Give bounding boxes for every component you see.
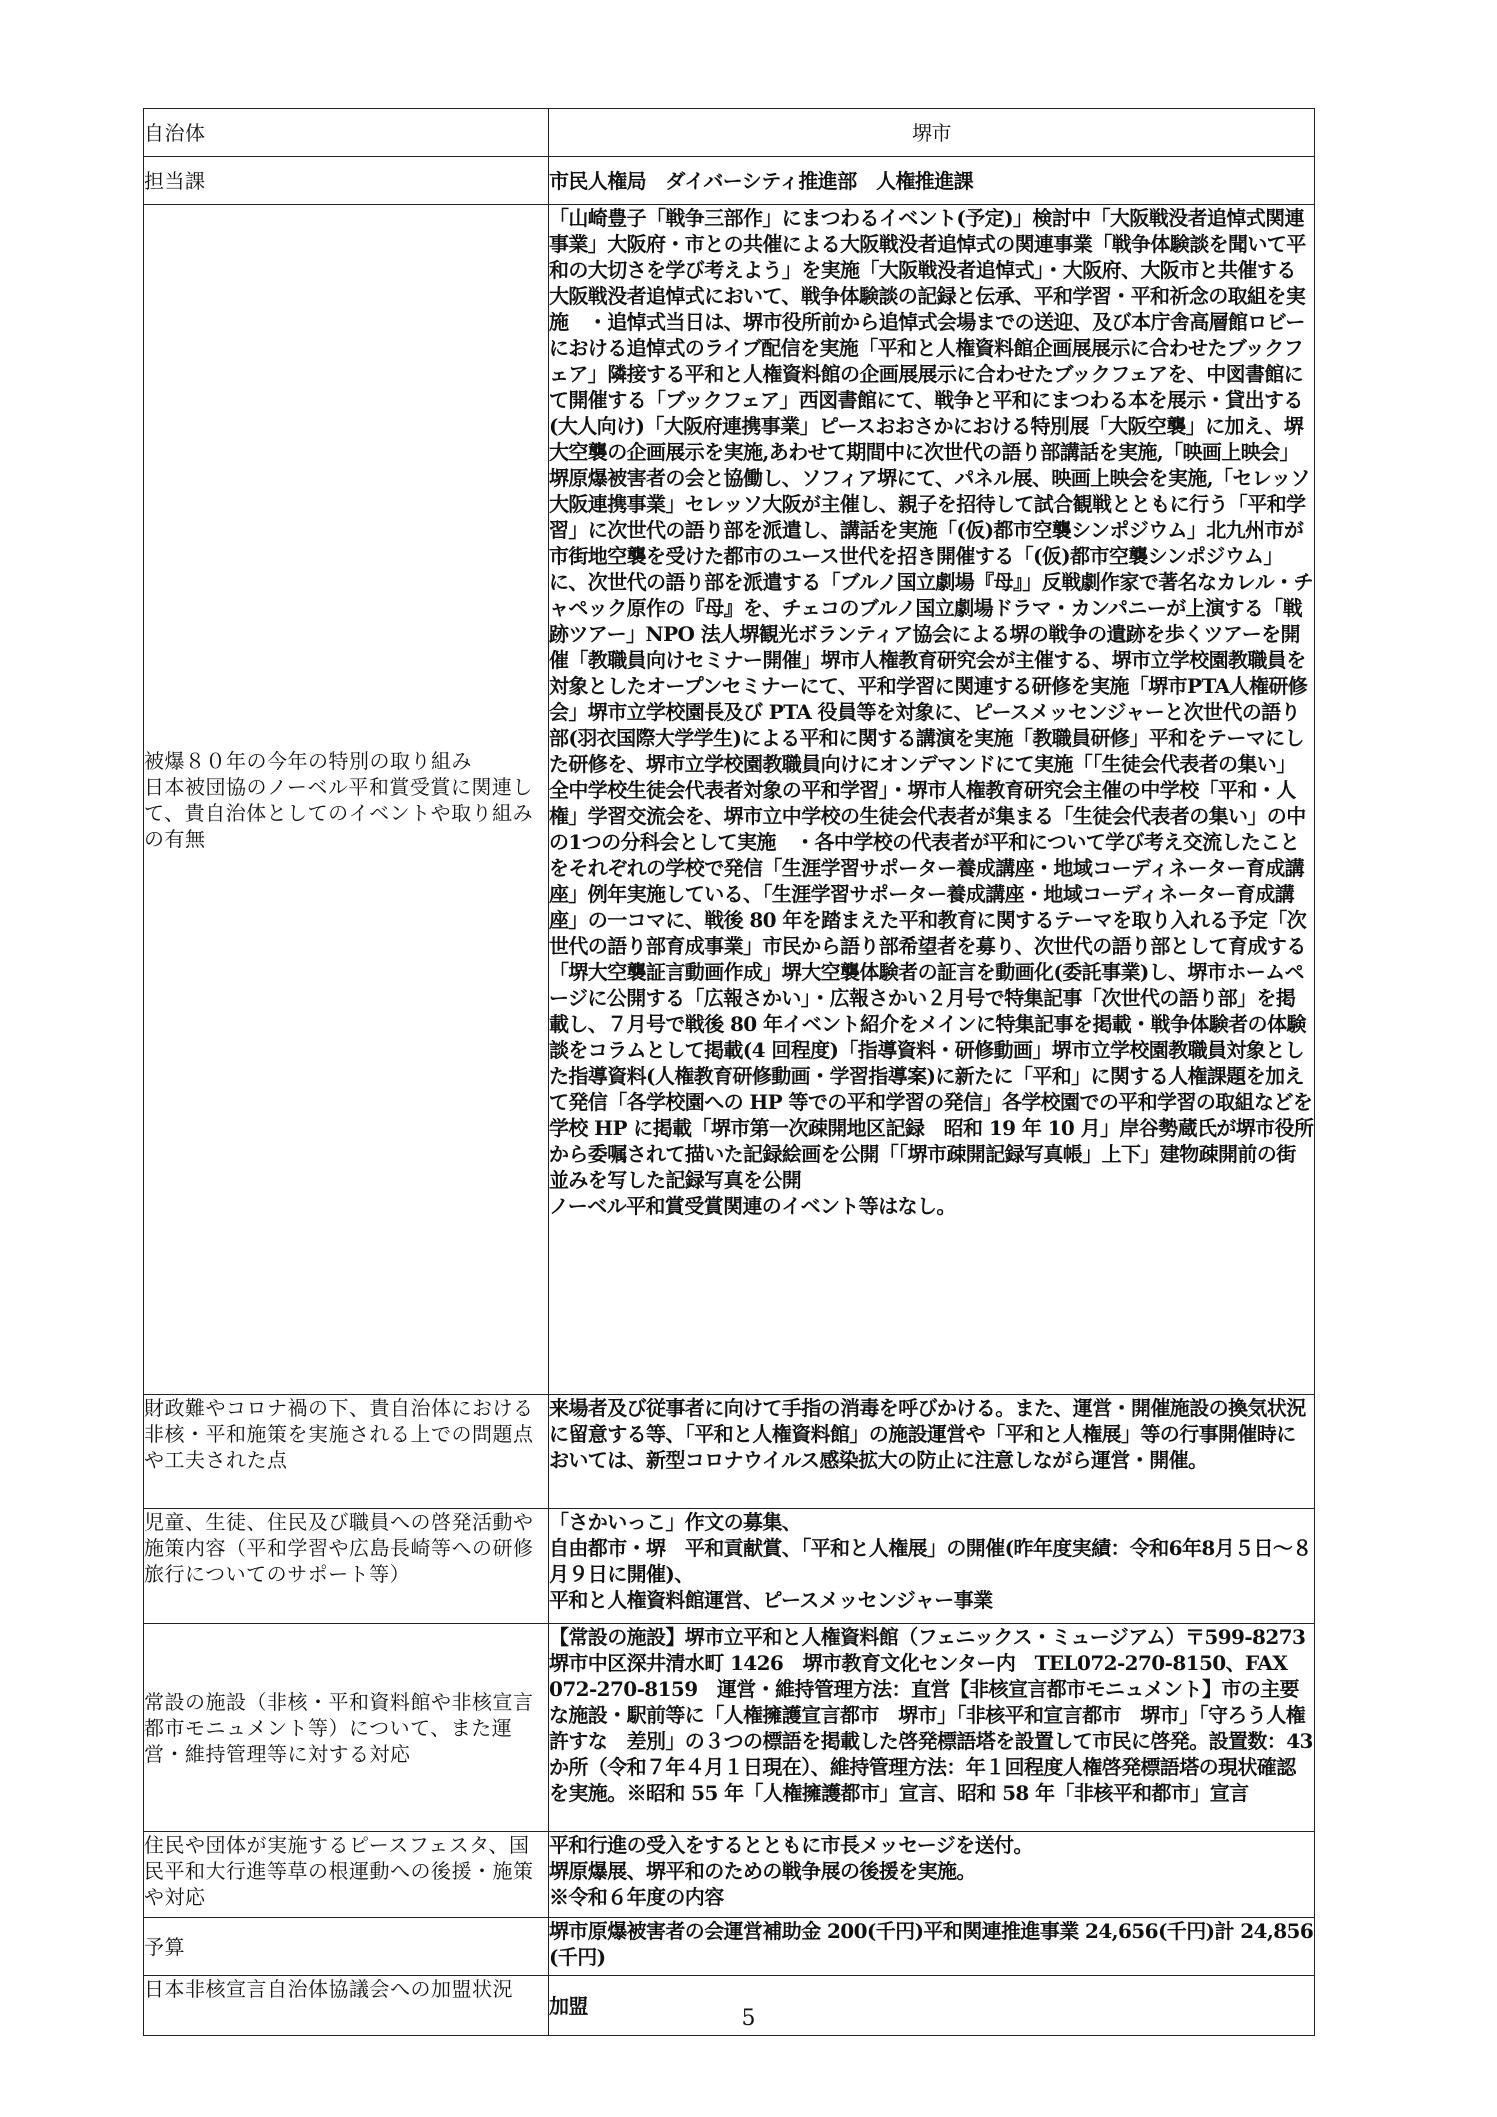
table-row-budget bbox=[144, 1918, 1315, 1976]
row-value-budget: 堺市原爆被害者の会運営補助金 200(千円)平和関連推進事業 24,656(千円)計 24,856(千円) bbox=[549, 1918, 1315, 1976]
row-value-special-initiatives: 「山崎豊子「戦争三部作」にまつわるイベント(予定)」検討中「大阪戦没者追悼式関連事業」大阪府・市との共催による大阪戦没者追悼式の関連事業「戦争体験談を聞いて平和の大切さを学び考えよう」を実施「大阪戦没者追悼式」・大阪府、大阪市と共催する大阪戦没者追悼式において、戦争体験談の記録と伝承、平和学習・平和祈念の取組を実施 ・追悼式当日は、堺市役所前から追悼式会場までの送迎、及び本庁舎高層館ロビーにおける追悼式のライブ配信を実施「平和と人権資料館企画展展示に合わせたブックフェア」隣接する平和と人権資料館の企画展展示に合わせたブックフェアを、中図書館にて開催する「ブックフェア」西図書館にて、戦争と平和にまつわる本を展示・貸出する(大人向け)「大阪府連携事業」ピースおおさかにおける特別展「大阪空襲」に加え、堺大空襲の企画展示を実施,あわせて期間中に次世代の語り部講話を実施,「映画上映会」堺原爆被害者の会と協働し、ソフィア堺にて、パネル展、映画上映会を実施,「セレッソ大阪連携事業」セレッソ大阪が主催し、親子を招待して試合観戦とともに行う「平和学習」に次世代の語り部を派遣し、講話を実施「(仮)都市空襲シンポジウム」北九州市が市街地空襲を受けた都市のユース世代を招き開催する「(仮)都市空襲シンポジウム」に、次世代の語り部を派遣する「ブルノ国立劇場『母』」反戦劇作家で著名なカレル・チャペック原作の『母』を、チェコのブルノ国立劇場ドラマ・カンパニーが上演する「戦跡ツアー」NPO 法人堺観光ボランティア協会による堺の戦争の遺跡を歩くツアーを開催「教職員向けセミナー開催」堺市人権教育研究会が主催する、堺市立学校園教職員を対象としたオープンセミナーにて、平和学習に関連する研修を実施「堺市PTA人権研修会」堺市立学校園長及び PTA 役員等を対象に、ピースメッセンジャーと次世代の語り部(羽衣国際大学学生)による平和に関する講演を実施「教職員研修」平和をテーマにした研修を、堺市立学校園教職員向けにオンデマンドにて実施「「生徒会代表者の集い」全中学校生徒会代表者対象の平和学習」・堺市人権教育研究会主催の中学校「平和・人権」学習交流会を、堺市立中学校の生徒会代表者が集まる「生徒会代表者の集い」の中の1つの分科会として実施 ・各中学校の代表者が平和について学び考え交流したことをそれぞれの学校で発信「生涯学習サポーター養成講座・地域コーディネーター育成講座」例年実施している、「生涯学習サポーター養成講座・地域コーディネーター育成講座」の一コマに、戦後 80 年を踏まえた平和教育に関するテーマを取り入れる予定「次世代の語り部育成事業」市民から語り部希望者を募り、次世代の語り部として育成する「堺大空襲証言動画作成」堺大空襲体験者の証言を動画化(委託事業)し、堺市ホームページに公開する「広報さかい」・広報さかい２月号で特集記事「次世代の語り部」を掲載し、７月号で戦後 80 年イベント紹介をメインに特集記事を掲載・戦争体験者の体験談をコラムとして掲載(4 回程度)「指導資料・研修動画」堺市立学校園教職員対象とした指導資料(人権教育研修動画・学習指導案)に新たに「平和」に関する人権課題を加えて発信「各学校園への HP 等での平和学習の発信」各学校園での平和学習の取組などを学校 HP に掲載「堺市第一次疎開地区記録 昭和 19 年 10 月」岸谷勢蔵氏が堺市役所から委嘱されて描いた記録絵画を公開「「堺市疎開記録写真帳」上下」建物疎開前の街並みを写した記録写真を公開 ノーベル平和賞受賞関連のイベント等はなし。 bbox=[549, 205, 1315, 1395]
page-number: 5 bbox=[741, 2006, 756, 2031]
table-row-issues bbox=[144, 1395, 1315, 1509]
row-label-department: 担当課 bbox=[144, 157, 549, 205]
row-value-facilities: 【常設の施設】堺市立平和と人権資料館（フェニックス・ミュージアム）〒599-8273 堺市中区深井清水町 1426 堺市教育文化センター内 TEL072-270-8150、FAX 072-270-8159 運営・維持管理方法：直営【非核宣言都市モニュメント】市の主要な施設・駅前等に「人権擁護宣言都市 堺市」「非核平和宣言都市 堺市」「守ろう人権 許すな 差別」の３つの標語を掲載した啓発標語塔を設置して市民に啓発。設置数：43 か所（令和７年４月１日現在）、維持管理方法：年１回程度人権啓発標語塔の現状確認を実施。※昭和 55 年「人権擁護都市」宣言、昭和 58 年「非核平和都市」宣言 bbox=[549, 1624, 1315, 1832]
row-label-issues: 財政難やコロナ禍の下、貴自治体における非核・平和施策を実施される上での問題点や工夫された点 bbox=[144, 1395, 549, 1509]
row-label-facilities: 常設の施設（非核・平和資料館や非核宣言都市モニュメント等）について、また運営・維持管理等に対する対応 bbox=[144, 1624, 549, 1832]
table-row-department bbox=[144, 157, 1315, 205]
table-row-awareness bbox=[144, 1509, 1315, 1624]
row-value-municipality: 堺市 bbox=[549, 109, 1315, 157]
row-label-municipality: 自治体 bbox=[144, 109, 549, 157]
row-label-awareness: 児童、生徒、住民及び職員への啓発活動や施策内容（平和学習や広島長崎等への研修旅行についてのサポート等） bbox=[144, 1509, 549, 1624]
survey-table bbox=[143, 108, 1325, 2036]
table-row-grassroots bbox=[144, 1832, 1315, 1918]
row-value-issues: 来場者及び従事者に向けて手指の消毒を呼びかける。また、運営・開催施設の換気状況に留意する等、「平和と人権資料館」の施設運営や「平和と人権展」等の行事開催時においては、新型コロナウイルス感染拡大の防止に注意しながら運営・開催。 bbox=[549, 1395, 1315, 1509]
row-label-membership: 日本非核宣言自治体協議会への加盟状況 bbox=[144, 1976, 549, 2036]
table-row-municipality bbox=[144, 109, 1315, 157]
table-row-special-initiatives bbox=[144, 205, 1315, 1395]
row-value-grassroots: 平和行進の受入をするとともに市長メッセージを送付。 堺原爆展、堺平和のための戦争展の後援を実施。 ※令和６年度の内容 bbox=[549, 1832, 1315, 1918]
row-value-membership: 加盟 bbox=[549, 1976, 1315, 2036]
row-label-budget: 予算 bbox=[144, 1918, 549, 1976]
row-label-grassroots: 住民や団体が実施するピースフェスタ、国民平和大行進等草の根運動への後援・施策や対応 bbox=[144, 1832, 549, 1918]
table-row-facilities bbox=[144, 1624, 1315, 1832]
row-label-special-initiatives: 被爆８０年の今年の特別の取り組み 日本被団協のノーベル平和賞受賞に関連して、貴自治体としてのイベントや取り組みの有無 bbox=[144, 205, 549, 1395]
row-value-awareness: 「さかいっこ」作文の募集、 自由都市・堺 平和貢献賞、「平和と人権展」の開催(昨年度実績：令和6年8月５日～８月９日に開催)、 平和と人権資料館運営、ピースメッセンジャー事業 bbox=[549, 1509, 1315, 1624]
row-value-department: 市民人権局 ダイバーシティ推進部 人権推進課 bbox=[549, 157, 1315, 205]
